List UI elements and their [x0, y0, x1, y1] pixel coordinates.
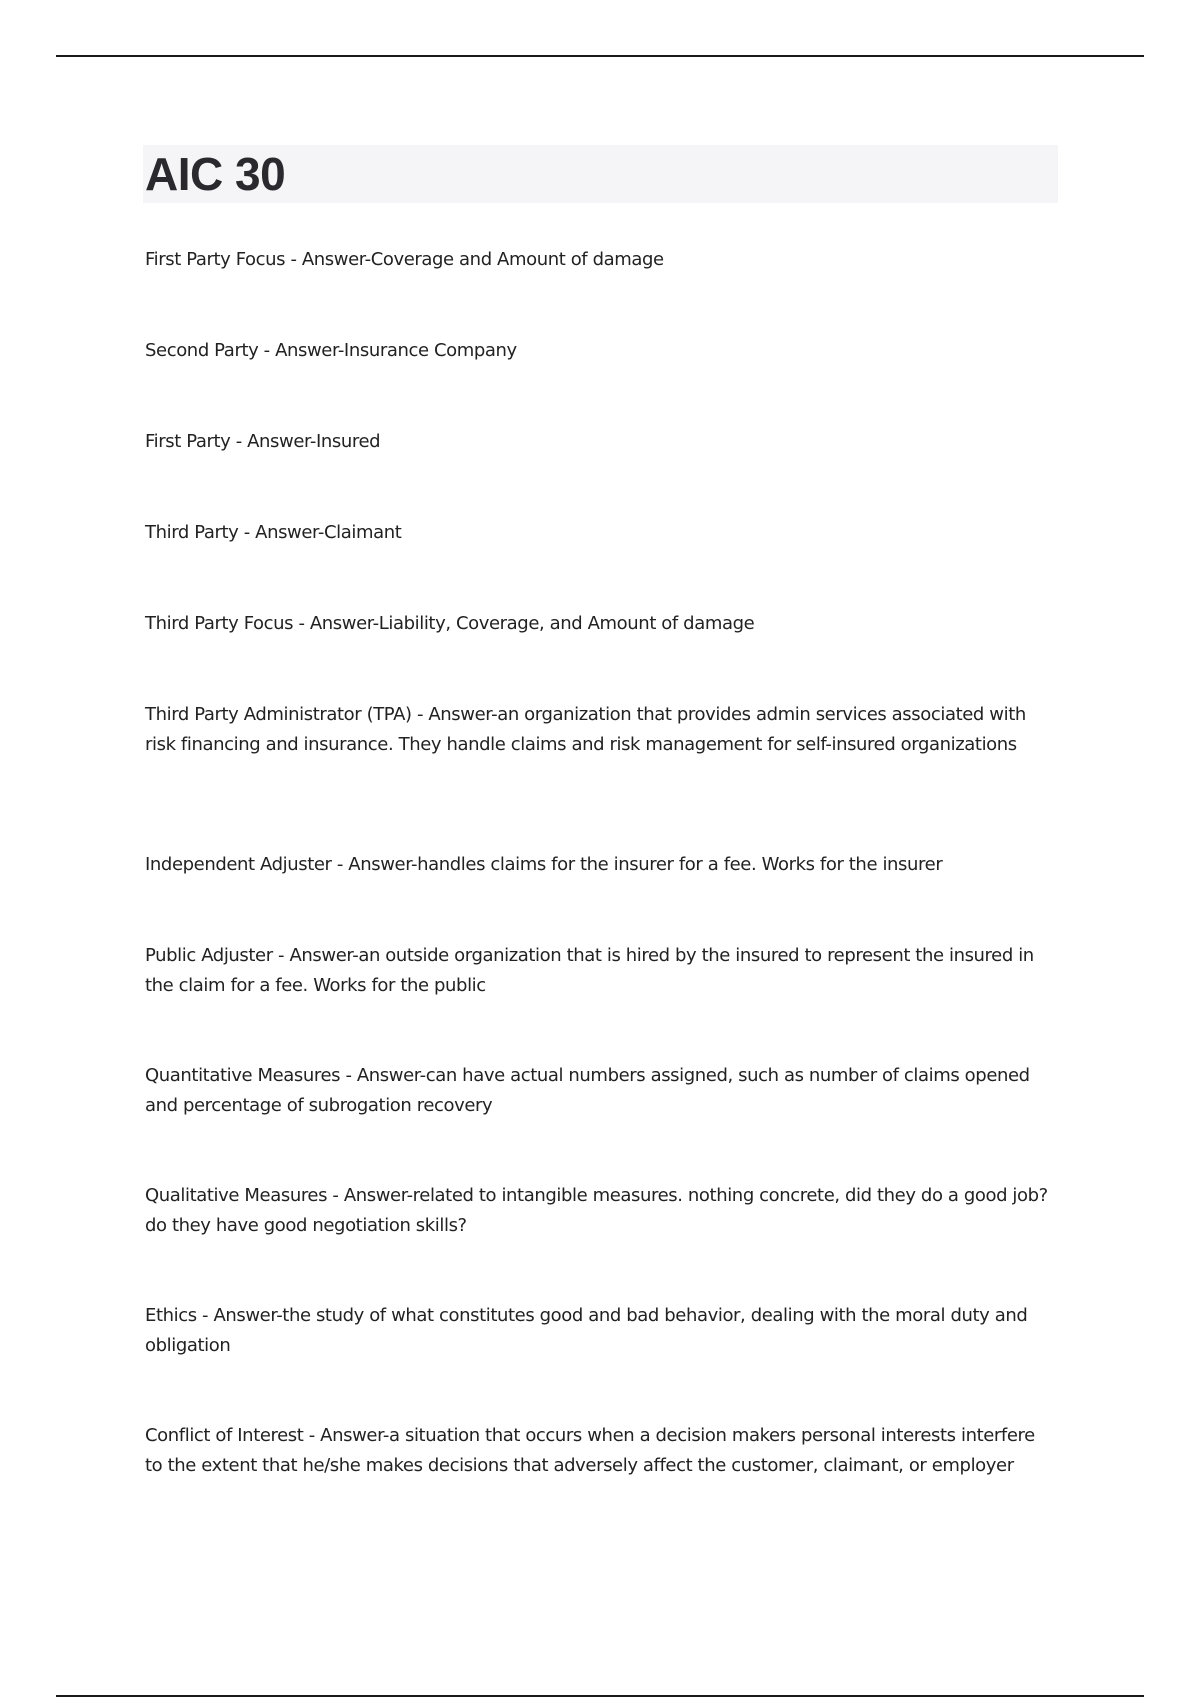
qa-entry-first-party: First Party - Answer-Insured: [145, 431, 381, 452]
footer-divider: [56, 1695, 1144, 1697]
qa-entry-conflict-of-interest: Conflict of Interest - Answer-a situation that occurs when a decision makers personal interests interfere to the extent that he/she makes decisions that adversely affect the customer, claimant, or employer: [145, 1425, 1035, 1476]
qa-entry-public-adjuster: Public Adjuster - Answer-an outside organization that is hired by the insured to represent the insured in the claim for a fee. Works for the public: [145, 945, 1034, 996]
qa-entry-first-party-focus: First Party Focus - Answer-Coverage and Amount of damage: [145, 249, 664, 270]
qa-entry-second-party: Second Party - Answer-Insurance Company: [145, 340, 517, 361]
qa-entry-tpa: Third Party Administrator (TPA) - Answer-an organization that provides admin services associated with risk financing and insurance. They handle claims and risk management for self-insured organizations: [145, 704, 1026, 755]
qa-entry-third-party-focus: Third Party Focus - Answer-Liability, Coverage, and Amount of damage: [145, 613, 755, 634]
title-banner: [143, 145, 1058, 203]
page-title: AIC 30: [145, 148, 286, 200]
qa-entry-third-party: Third Party - Answer-Claimant: [145, 522, 402, 543]
header-divider: [56, 55, 1144, 57]
qa-entry-ethics: Ethics - Answer-the study of what constitutes good and bad behavior, dealing with the moral duty and obligation: [145, 1305, 1028, 1356]
qa-entry-quantitative-measures: Quantitative Measures - Answer-can have actual numbers assigned, such as number of claims opened and percentage of subrogation recovery: [145, 1065, 1030, 1116]
qa-entry-qualitative-measures: Qualitative Measures - Answer-related to intangible measures. nothing concrete, did they do a good job? do they have good negotiation skills?: [145, 1185, 1048, 1236]
qa-entry-independent-adjuster: Independent Adjuster - Answer-handles claims for the insurer for a fee. Works for the insurer: [145, 854, 943, 875]
